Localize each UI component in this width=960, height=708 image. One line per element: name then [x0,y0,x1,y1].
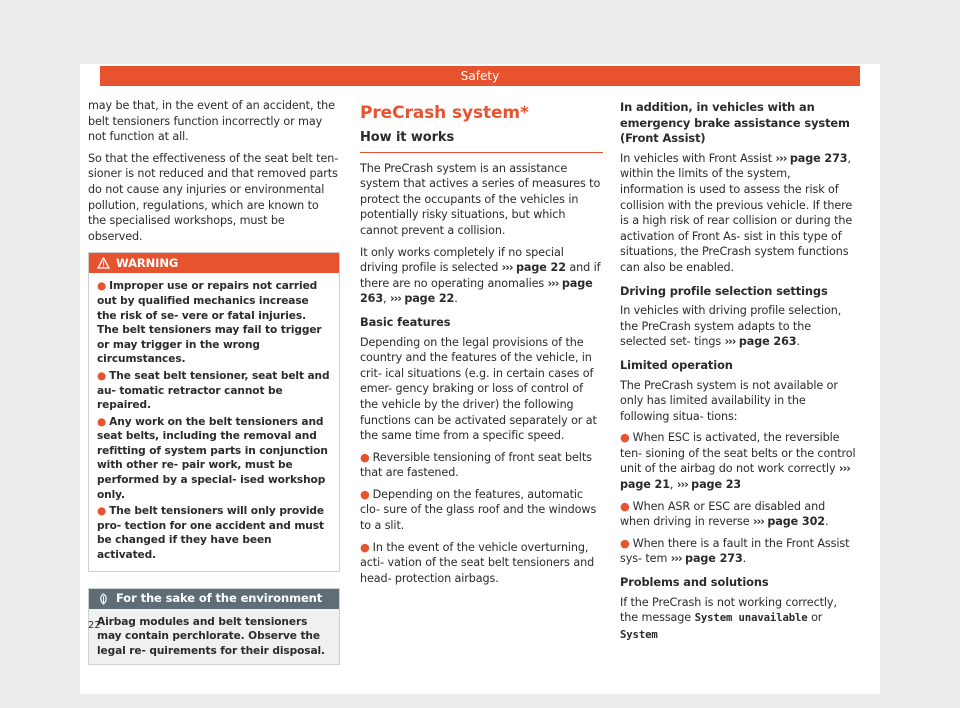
paragraph: If the PreCrash is not working correctly, the message System unavailable or System [620,595,837,641]
page-link[interactable]: page 23 [691,478,742,492]
environment-title: For the sake of the environment [116,590,323,605]
bullet: ● [620,431,630,445]
warning-item: ● Improper use or repairs not carried out by qualified mechanics increase the risk of se- vere or fatal injuries. The belt tensioners may fail to trigger or may trigger in the wrong circumstances. [97,280,322,366]
paragraph-heading: Problems and solutions [620,575,769,590]
paragraph: The PreCrash system is not available or only has limited availability in the following situa- tions: [620,378,838,423]
system-message: System unavailable [694,612,808,625]
page-link[interactable]: page 273 [685,552,743,566]
paragraph: In vehicles with driving profile selection, the PreCrash system adapts to the selected set- tings ››› page 263. [620,304,842,349]
environment-box [88,588,340,666]
warning-header [89,253,339,273]
section-header: Safety [100,66,860,86]
environment-body: Airbag modules and belt tensioners may contain perchlorate. Observe the legal re- quirements for their disposal. [89,609,339,665]
warning-box [88,252,340,571]
paragraph-heading: Limited operation [620,357,733,372]
list-item: ● In the event of the vehicle overturning, acti- vation of the seat belt tensioners and head- protection airbags. [360,540,595,585]
page-link[interactable]: page 263 [360,276,593,306]
page-link[interactable]: page 22 [404,292,455,306]
warning-body [89,273,339,570]
page-top-margin [80,52,880,64]
warning-triangle-icon [97,257,110,269]
bullet: ● [360,540,370,554]
subsection-title: How it works [360,130,603,153]
paragraph: In vehicles with Front Assist ››› page 273, within the limits of the system, information is used to assess the risk of collision with the previous vehicle. If there is a high risk of rear collision or during the activation of Front As- sist in this type of situations, the PreCrash system functions can also be enabled. [620,151,853,274]
warning-item: ● Any work on the belt tensioners and seat belts, including the removal and refitting of system parts in conjunction with other re- pair work, must be performed by a special- ised workshop only. [97,415,328,501]
column-middle [360,98,603,592]
paragraph: Depending on the legal provisions of the country and the features of the vehicle, in crit- ical situations (e.g. in certain cases of emer- gency braking or loss of control of the vehicle by the driver) the following functions can be activated separately or at the same time from a specific speed. [360,335,597,443]
page-link[interactable]: page 273 [789,151,848,165]
page-link[interactable]: page 22 [515,261,566,275]
paragraph: The PreCrash system is an assistance system that actives a series of measures to protect the occupants of the vehicles in potentially risky situations, but which cannot prevent a collision. [360,161,601,237]
bullet: ● [620,499,630,513]
environment-header [89,589,339,609]
warning-item: ● The belt tensioners will only provide pro- tection for one accident and must be changed if they have been activated. [97,505,325,562]
list-item: ● Depending on the features, automatic clo- sure of the glass roof and the windows to a slit. [360,487,597,533]
paragraph: may be that, in the event of an accident, the belt tensioners function incorrectly or may not function at all. [88,99,335,144]
paragraph-heading: Driving profile selection settings [620,283,828,298]
warning-title: WARNING [116,255,179,270]
list-item: ● When there is a fault in the Front Assist sys- tem ››› page 273. [620,536,850,566]
page-number: 22 [88,620,101,631]
list-item: ● When ASR or ESC are disabled and when driving in reverse ››› page 302. [620,499,829,529]
bullet: ● [97,369,107,382]
paragraph-heading: In addition, in vehicles with an emergency brake assistance system (Front Assist) [620,100,850,146]
section-title: PreCrash system* [360,103,529,123]
page-link[interactable]: page 302 [767,515,825,529]
list-item: ● Reversible tensioning of front seat belts that are fastened. [360,450,592,480]
paragraph-heading: Basic features [360,314,451,329]
column-left [88,98,340,665]
bullet: ● [97,415,107,428]
column-right [620,98,856,649]
bullet: ● [360,450,370,464]
bullet: ● [97,280,107,293]
paragraph: So that the effectiveness of the seat belt ten- sioner is not reduced and that removed parts do not cause any injuries or environmental pollution, regulations, which are known to the specialised workshops, must be observed. [88,151,339,243]
page-link[interactable]: page 21 [620,478,670,492]
bullet: ● [620,536,630,550]
list-item: ● When ESC is activated, the reversible ten- sioning of the seat belts or the control unit of the airbag do not work correctly ››› page 21, ››› page 23 [620,431,856,492]
bullet: ● [97,505,107,518]
bullet: ● [360,487,370,501]
system-message: System [620,628,658,641]
leaf-icon [97,593,110,605]
page-link[interactable]: page 263 [738,335,797,349]
warning-item: ● The seat belt tensioner, seat belt and au- tomatic retractor cannot be repaired. [97,369,330,412]
paragraph: It only works completely if no special driving profile is selected ››› page 22 and if there are no operating anomalies ››› page 263, ››› page 22. [360,245,601,306]
